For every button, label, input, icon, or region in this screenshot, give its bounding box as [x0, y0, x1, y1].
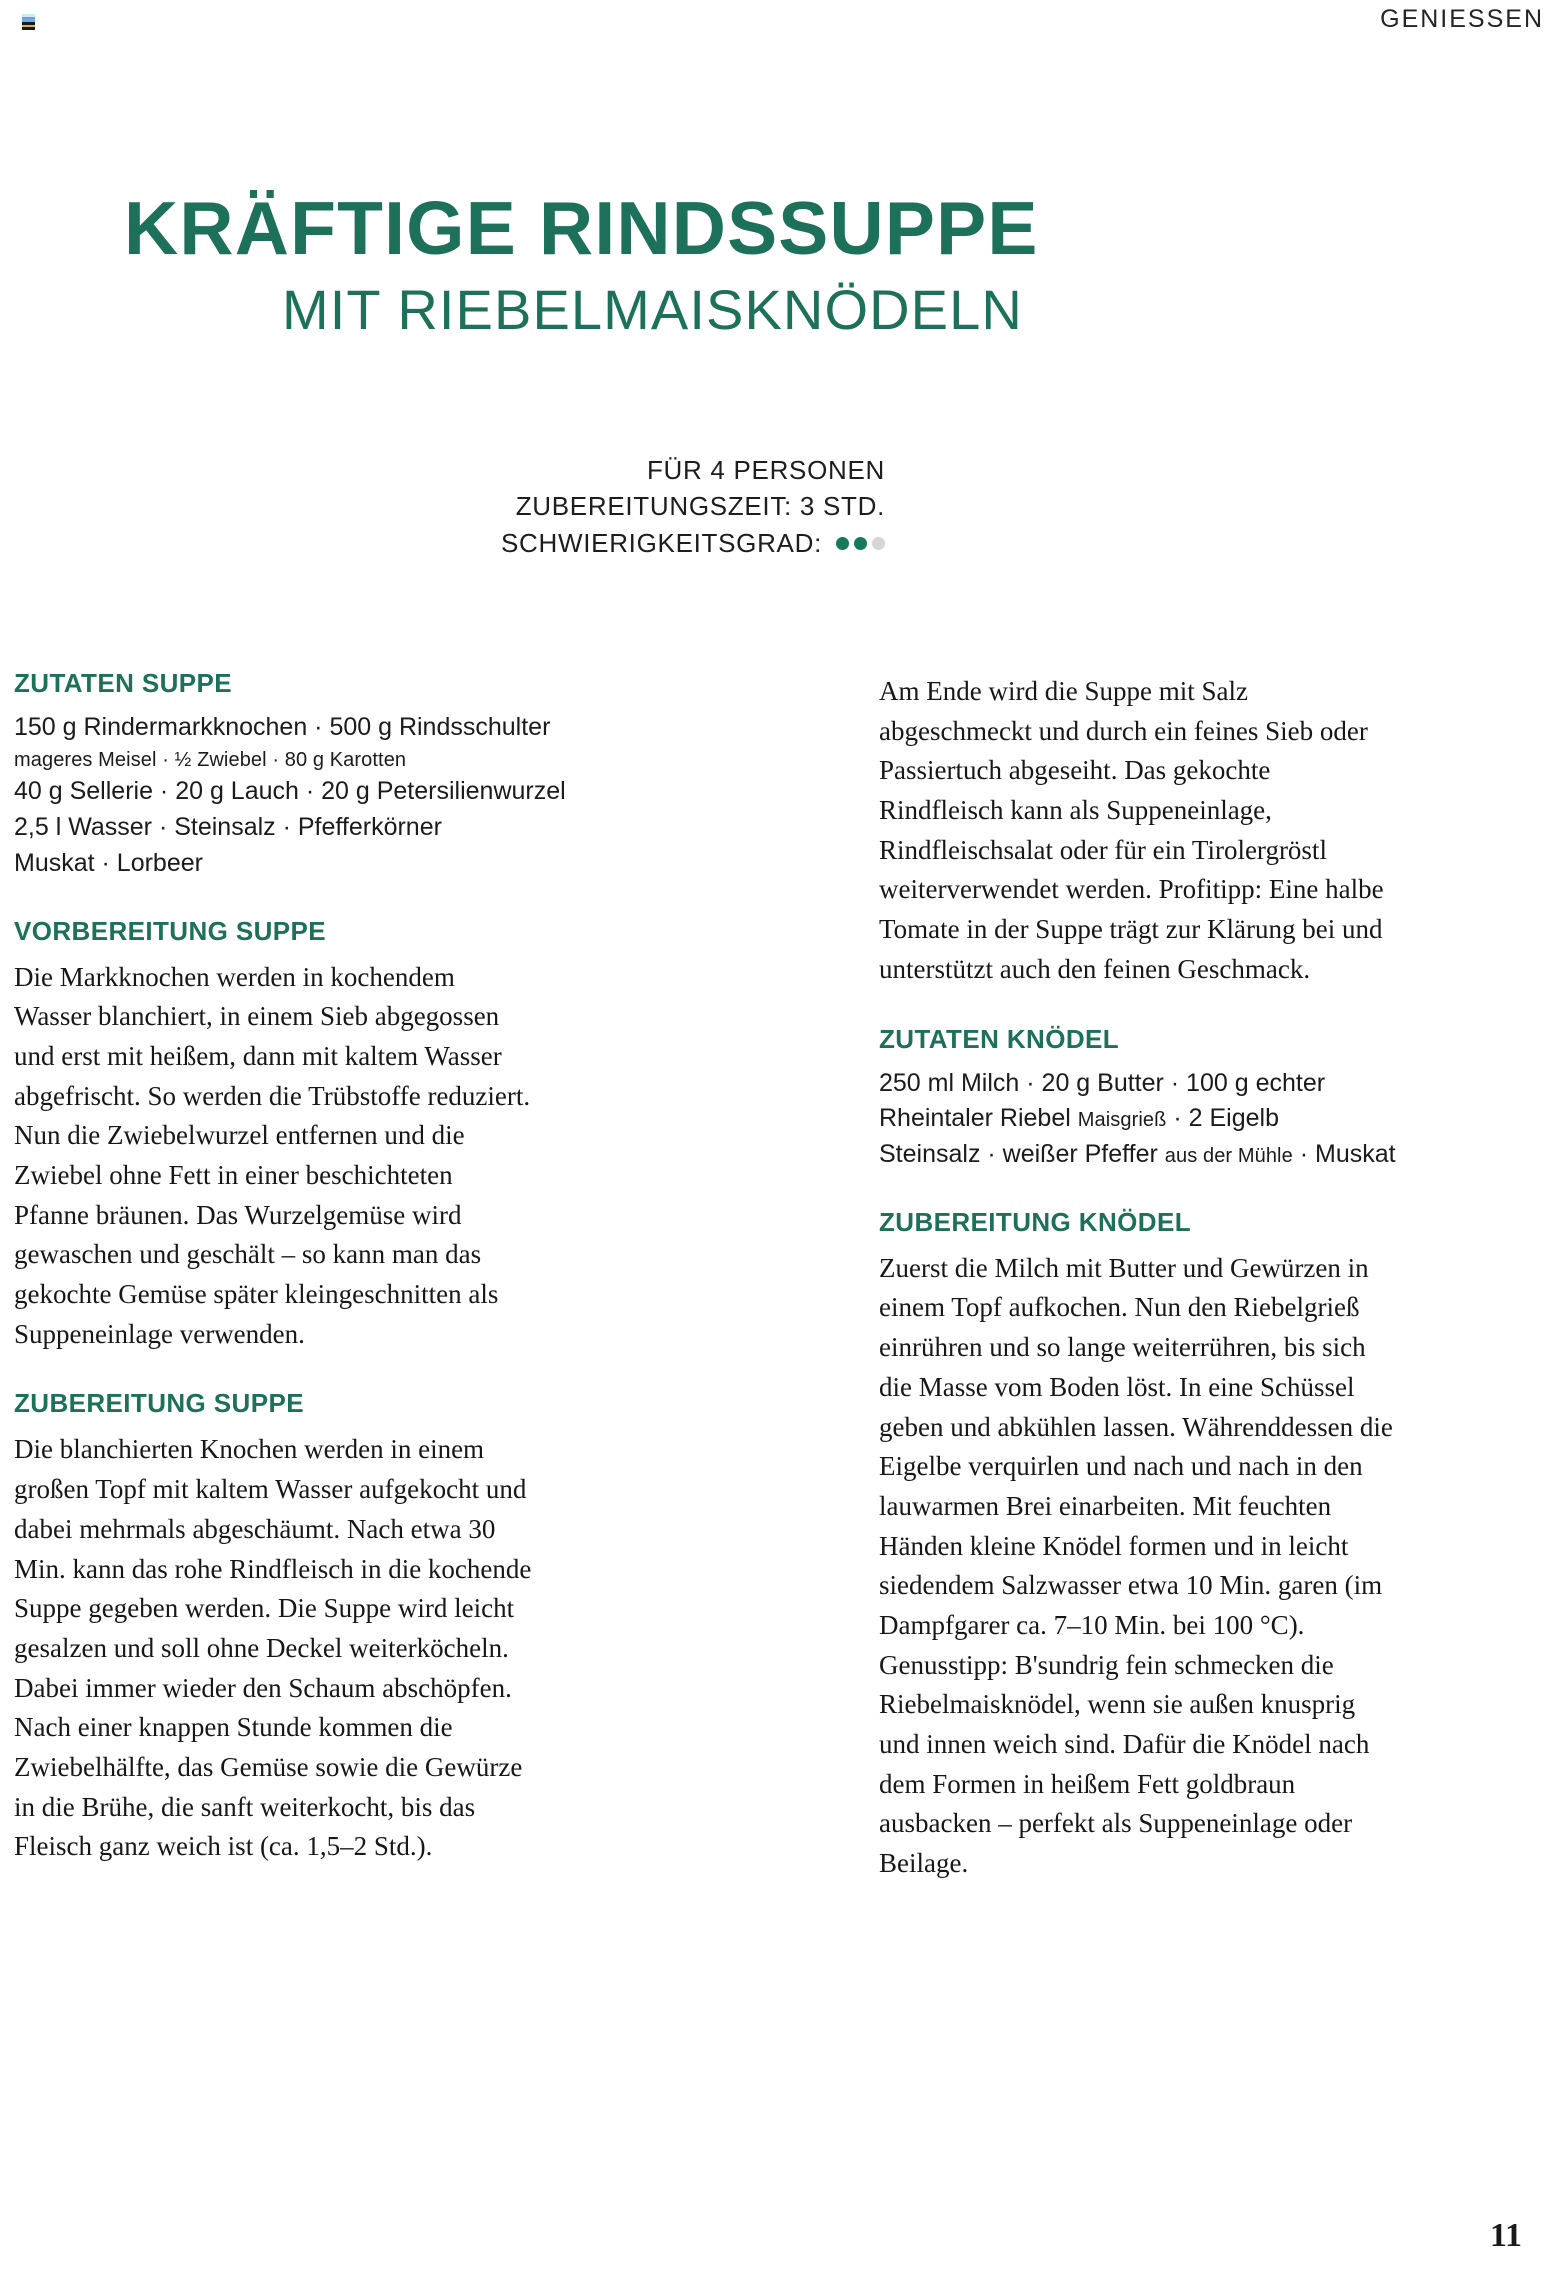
section-heading-ingredients-dumplings: ZUTATEN KNÖDEL: [879, 1023, 1120, 1054]
section-preparation-soup: [14, 916, 534, 1355]
ingredients-dumplings-list: [879, 1066, 1399, 1173]
ingredient-text-cont: · Muskat: [1292, 1140, 1396, 1168]
running-head: GENIESSEN: [1380, 5, 1544, 33]
paragraph: Die blanchierten Knochen werden in einem großen Topf mit kaltem Wasser aufgekocht und dabei mehrmals abgeschäumt. Nach etwa 30 Min. kann das rohe Rindfleisch in die kochende Suppe gegeben werden. Die Suppe wird leicht gesalzen und soll ohne Deckel weiterköcheln. Dabei immer wieder den Schaum abschöpfen. Nach einer knappen Stunde kommen die Zwiebelhälfte, das Gemüse sowie die Gewürze in die Brühe, die sanft weiterkocht, bis das Fleisch ganz weich ist (ca. 1,5–2 Std.).: [14, 1434, 532, 1862]
preparation-soup-body: [14, 958, 534, 1355]
soup-finish-body: [879, 672, 1399, 990]
difficulty-dot-filled-2: [854, 537, 867, 550]
page-title: KRÄFTIGE RINDSSUPPE: [124, 186, 1039, 270]
left-column: [14, 668, 566, 1884]
ingredient-line: [879, 1101, 1399, 1137]
section-heading-preparation-soup: VORBEREITUNG SUPPE: [14, 915, 327, 946]
paragraph: Zuerst die Milch mit Butter und Gewürzen in einem Topf aufkochen. Nun den Riebelgrieß einrühren und so lange weiterrühren, bis sich die Masse vom Boden löst. In eine Schüssel geben und abkühlen lassen. Währenddessen die Eigelbe verquirlen und nach und nach in den lauwarmen Brei einarbeiten. Mit feuchten Händen kleine Knödel formen und in leicht siedendem Salzwasser etwa 10 Min. garen (im Dampfgarer ca. 7–10 Min. bei 100 °C). Genusstipp: B'sundrig fein schmecken die Riebelmaisknödel, wenn sie außen knusprig und innen weich sind. Dafür die Knödel nach dem Formen in heißem Fett goldbraun ausbacken – perfekt als Suppeneinlage oder Beilage.: [879, 1252, 1393, 1879]
ingredient-line: 150 g Rindermarkknochen · 500 g Rindsschulter: [14, 713, 551, 741]
ingredient-line: mageres Meisel · ½ Zwiebel · 80 g Karotten: [14, 748, 407, 771]
section-heading-cooking-dumplings: ZUBEREITUNG KNÖDEL: [879, 1206, 1191, 1237]
paragraph: Am Ende wird die Suppe mit Salz abgeschmeckt und durch ein feines Sieb oder Passiertuch abgeseiht. Das gekochte Rindfleisch kann als Suppeneinlage, Rindfleischsalat oder für ein Tirolergröstl weiterverwendet werden. Profitipp: Eine halbe Tomate in der Suppe trägt zur Klärung bei und unterstützt auch den feinen Geschmack.: [879, 676, 1384, 984]
difficulty-row: [0, 525, 885, 561]
difficulty-label: SCHWIERIGKEITSGRAD:: [501, 527, 822, 558]
ingredient-line: 40 g Sellerie · 20 g Lauch · 20 g Petersilienwurzel: [14, 777, 566, 806]
ingredient-text: Rheintaler Riebel: [879, 1104, 1078, 1133]
ingredient-line: Muskat · Lorbeer: [14, 848, 203, 877]
section-heading-cooking-soup: ZUBEREITUNG SUPPE: [14, 1388, 304, 1419]
ingredient-text-cont: · 2 Eigelb: [1166, 1104, 1279, 1133]
difficulty-rating: [836, 537, 885, 550]
ingredient-note: aus der Mühle: [1164, 1145, 1293, 1167]
section-heading-ingredients-soup: ZUTATEN SUPPE: [14, 668, 233, 698]
ingredient-line: 2,5 l Wasser · Steinsalz · Pfefferkörner: [14, 813, 442, 842]
section-cooking-soup: [14, 1388, 534, 1867]
cooking-soup-body: [14, 1430, 534, 1867]
ingredient-line: [879, 1137, 1399, 1173]
ingredients-soup-list: [14, 710, 566, 882]
ingredient-text: Steinsalz · weißer Pfeffer: [879, 1140, 1165, 1168]
section-ingredients-soup: [14, 668, 566, 882]
difficulty-dot-empty-3: [872, 537, 885, 550]
ingredient-line: 250 ml Milch · 20 g Butter · 100 g echter: [879, 1068, 1326, 1097]
right-column: [879, 668, 1399, 1884]
page-subtitle: MIT RIEBELMAISKNÖDELN: [282, 277, 1023, 341]
paragraph: Die Markknochen werden in kochendem Wasser blanchiert, in einem Sieb abgegossen und erst mit heißem, dann mit kaltem Wasser abgefrischt. So werden die Trübstoffe reduziert. Nun die Zwiebelwurzel entfernen und die Zwiebel ohne Fett in einer beschichteten Pfanne bräunen. Das Wurzelgemüse wird gewaschen und geschält – so kann man das gekochte Gemüse später kleingeschnitten als Suppeneinlage verwenden.: [14, 961, 531, 1349]
title-block: [0, 186, 1550, 341]
section-soup-finish: [879, 672, 1399, 990]
preparation-time-text: ZUBEREITUNGSZEIT: 3 STD.: [515, 491, 885, 522]
body-columns: [14, 668, 1536, 1884]
ingredient-note: Maisgrieß: [1077, 1109, 1167, 1132]
recipe-meta: [0, 452, 885, 561]
page-number: 11: [1489, 2217, 1522, 2254]
section-cooking-dumplings: [879, 1207, 1399, 1884]
servings-text: FÜR 4 PERSONEN: [646, 455, 885, 485]
section-ingredients-dumplings: [879, 1024, 1399, 1173]
cooking-dumplings-body: [879, 1249, 1399, 1884]
color-bar-mark: [22, 14, 35, 30]
difficulty-dot-filled-1: [836, 537, 849, 550]
